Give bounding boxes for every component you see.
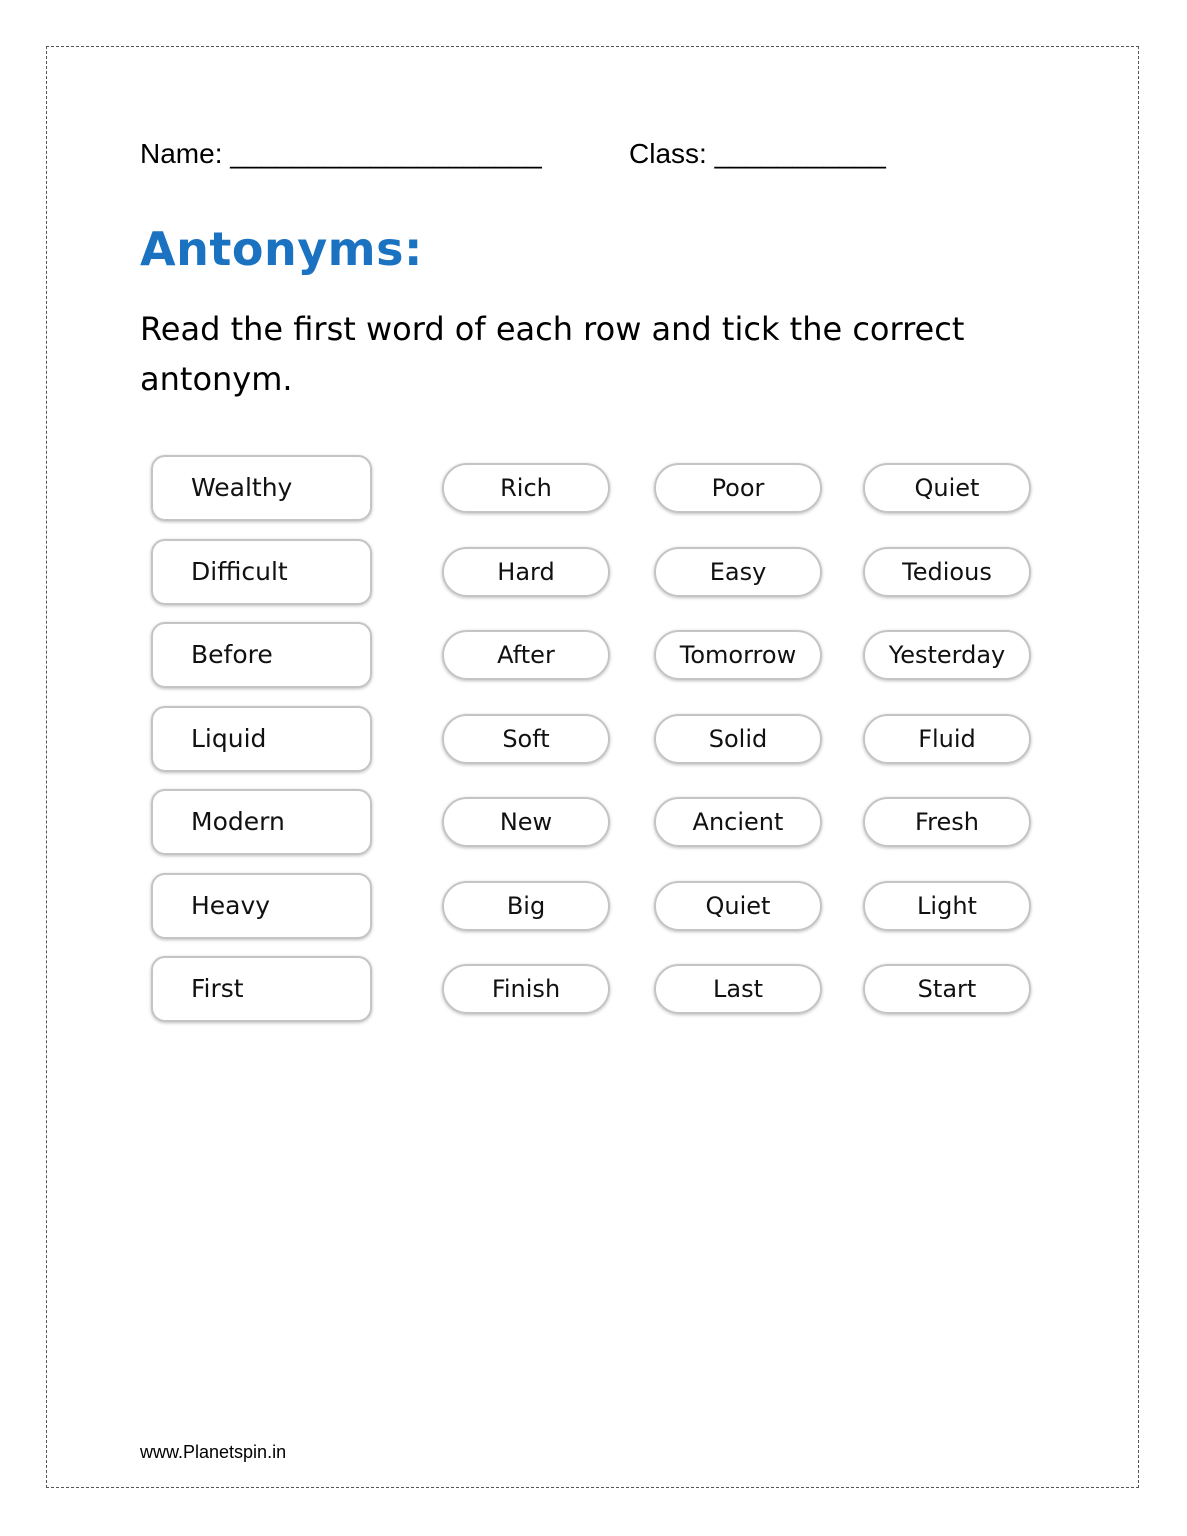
option-box[interactable]: Tomorrow — [654, 630, 822, 680]
stem-word: Before — [151, 622, 372, 688]
option-box[interactable]: Poor — [654, 463, 822, 513]
option-box[interactable]: After — [442, 630, 610, 680]
stem-word: Wealthy — [151, 455, 372, 521]
option-box[interactable]: New — [442, 797, 610, 847]
option-box[interactable]: Start — [863, 964, 1031, 1014]
option-box[interactable]: Rich — [442, 463, 610, 513]
instruction-text: Read the first word of each row and tick the correct antonym. — [140, 310, 965, 398]
option-box[interactable]: Finish — [442, 964, 610, 1014]
stem-word: First — [151, 956, 372, 1022]
option-box[interactable]: Quiet — [863, 463, 1031, 513]
option-box[interactable]: Ancient — [654, 797, 822, 847]
option-box[interactable]: Light — [863, 881, 1031, 931]
option-box[interactable]: Solid — [654, 714, 822, 764]
worksheet-title: Antonyms: — [140, 222, 423, 276]
student-info-fields — [140, 138, 1040, 182]
option-box[interactable]: Yesterday — [863, 630, 1031, 680]
option-box[interactable]: Tedious — [863, 547, 1031, 597]
footer-website: www.Planetspin.in — [140, 1442, 287, 1462]
class-field[interactable]: Class: ___________ — [629, 138, 886, 169]
option-box[interactable]: Soft — [442, 714, 610, 764]
stem-word: Liquid — [151, 706, 372, 772]
option-box[interactable]: Fluid — [863, 714, 1031, 764]
option-box[interactable]: Hard — [442, 547, 610, 597]
stem-word: Modern — [151, 789, 372, 855]
option-box[interactable]: Last — [654, 964, 822, 1014]
option-box[interactable]: Quiet — [654, 881, 822, 931]
stem-word: Difficult — [151, 539, 372, 605]
option-box[interactable]: Fresh — [863, 797, 1031, 847]
stem-word: Heavy — [151, 873, 372, 939]
option-box[interactable]: Big — [442, 881, 610, 931]
name-field[interactable]: Name: ____________________ — [140, 138, 542, 169]
option-box[interactable]: Easy — [654, 547, 822, 597]
